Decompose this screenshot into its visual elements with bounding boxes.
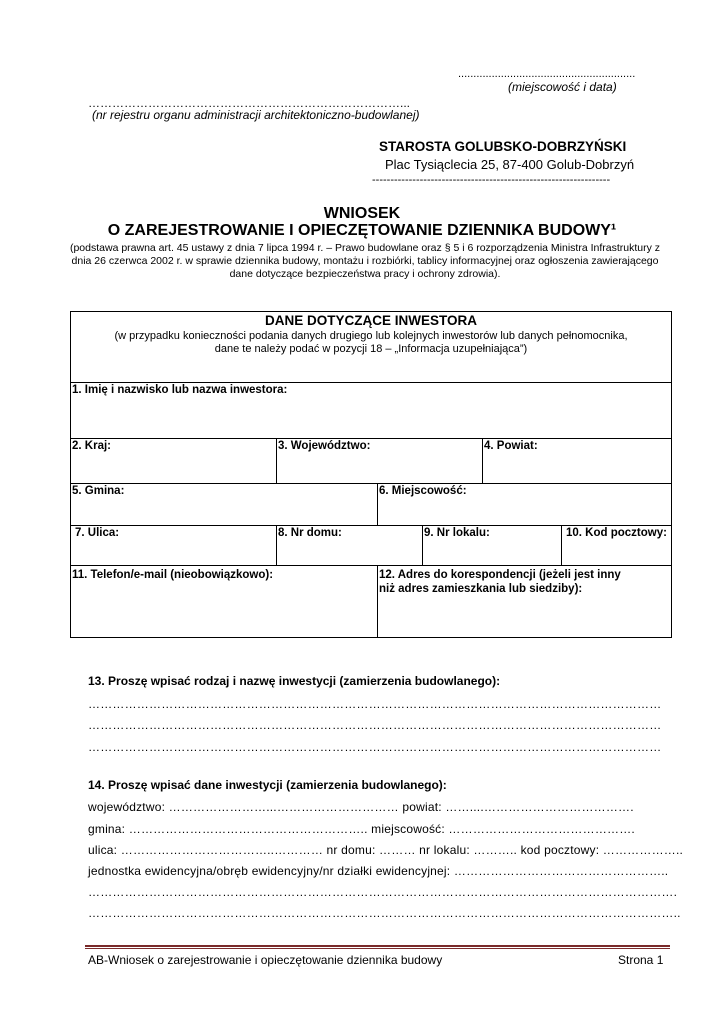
investment-name-line[interactable]: …………………………………………………………………………………………………………………………… [88, 718, 662, 732]
commune-field[interactable]: 5. Gmina: [72, 485, 125, 497]
investment-street-address-line[interactable]: ulica: ………………………………..………… nr domu: ……… nr lokalu: ……….. kod pocztowy: ……………….. [88, 843, 684, 857]
section-13-label: 13. Proszę wpisać rodzaj i nazwę inwestycji (zamierzenia budowlanego): [88, 674, 501, 688]
postal-code-field[interactable]: 10. Kod pocztowy: [566, 527, 667, 539]
investor-table [70, 311, 672, 638]
county-field[interactable]: 4. Powiat: [484, 440, 538, 452]
investment-name-line[interactable]: …………………………………………………………………………………………………………………………… [88, 697, 662, 711]
section-14-label: 14. Proszę wpisać dane inwestycji (zamierzenia budowlanego): [88, 778, 447, 792]
place-date-label: (miejscowość i data) [508, 80, 617, 94]
table-rule [71, 525, 671, 526]
locality-field[interactable]: 6. Miejscowość: [379, 485, 467, 497]
table-rule [276, 525, 277, 565]
footer-rule [85, 948, 670, 949]
voivodeship-field[interactable]: 3. Województwo: [278, 440, 371, 452]
investor-table-note-1: (w przypadku konieczności podania danych drugiego lub kolejnych inwestorów lub danych pełnomocnika, [114, 330, 628, 342]
registry-label: (nr rejestru organu administracji architektoniczno-budowlanej) [92, 108, 420, 122]
investment-voivodeship-county-line[interactable]: województwo: ……………………...………………………… powiat: ……....………………………………. [88, 800, 634, 814]
investor-table-note-2: dane te należy podać w pozycji 18 – „Informacja uzupełniająca”) [214, 343, 528, 355]
table-rule [377, 483, 378, 525]
table-rule [422, 525, 423, 565]
investment-extra-line[interactable]: ……………………………………………………………………………………………………………………………….. [88, 906, 681, 920]
table-rule [561, 525, 562, 565]
phone-email-field[interactable]: 11. Telefon/e-mail (nieobowiązkowo): [72, 569, 274, 581]
correspondence-address-field[interactable]: 12. Adres do korespondencji (jeżeli jest inny [379, 569, 621, 581]
form-subtitle: O ZAREJESTROWANIE I OPIECZĘTOWANIE DZIENNIKA BUDOWY¹ [107, 222, 617, 239]
addressee-address: Plac Tysiąclecia 25, 87-400 Golub-Dobrzyń [385, 157, 635, 172]
table-rule [71, 565, 671, 566]
table-rule [71, 483, 671, 484]
correspondence-address-field-cont: niż adres zamieszkania lub siedziby): [379, 583, 583, 595]
investment-commune-locality-line[interactable]: gmina: ………………………………………………….. miejscowość: ………………………………………. [88, 822, 635, 836]
investment-extra-line[interactable]: ………………………………………………………………………………………………………………………………. [88, 885, 678, 899]
form-title: WNIOSEK [323, 205, 401, 222]
table-rule [377, 565, 378, 637]
addressee-separator: ----------------------------------------------------------------- [372, 174, 611, 186]
investor-name-field[interactable]: 1. Imię i nazwisko lub nazwa inwestora: [72, 384, 288, 396]
table-rule [276, 438, 277, 483]
place-date-dots: .......................................................... [458, 68, 636, 80]
apartment-number-field[interactable]: 9. Nr lokalu: [424, 527, 490, 539]
house-number-field[interactable]: 8. Nr domu: [278, 527, 342, 539]
investment-parcel-line[interactable]: jednostka ewidencyjna/obręb ewidencyjny/nr działki ewidencyjnej: …………………………………………….. [88, 864, 669, 878]
legal-basis: (podstawa prawna art. 45 ustawy z dnia 7 lipca 1994 r. – Prawo budowlane oraz § 5 i 6 rozporządzenia Ministra Infrastruktury z dnia 26 czerwca 2002 r. w sprawie dziennika budowy, montażu i rozbiórki, tablicy informacyjnej oraz ogłoszenia zawierającego dane dotyczące bezpieczeństwa pracy i ochrony zdrowia). [69, 242, 661, 280]
investment-name-line[interactable]: …………………………………………………………………………………………………………………………… [88, 740, 662, 754]
registry-dots: ……………………………………………………………………... [88, 96, 411, 110]
table-rule [71, 438, 671, 439]
page-number: Strona 1 [618, 953, 664, 967]
table-rule [71, 382, 671, 383]
footer-rule [85, 945, 670, 947]
street-field[interactable]: 7. Ulica: [75, 527, 120, 539]
table-rule [482, 438, 483, 483]
country-field[interactable]: 2. Kraj: [72, 440, 111, 452]
addressee-name: STAROSTA GOLUBSKO-DOBRZYŃSKI [379, 139, 627, 154]
investor-table-heading: DANE DOTYCZĄCE INWESTORA [264, 313, 477, 328]
footer-title: AB-Wniosek o zarejestrowanie i opieczętowanie dziennika budowy [88, 953, 443, 967]
